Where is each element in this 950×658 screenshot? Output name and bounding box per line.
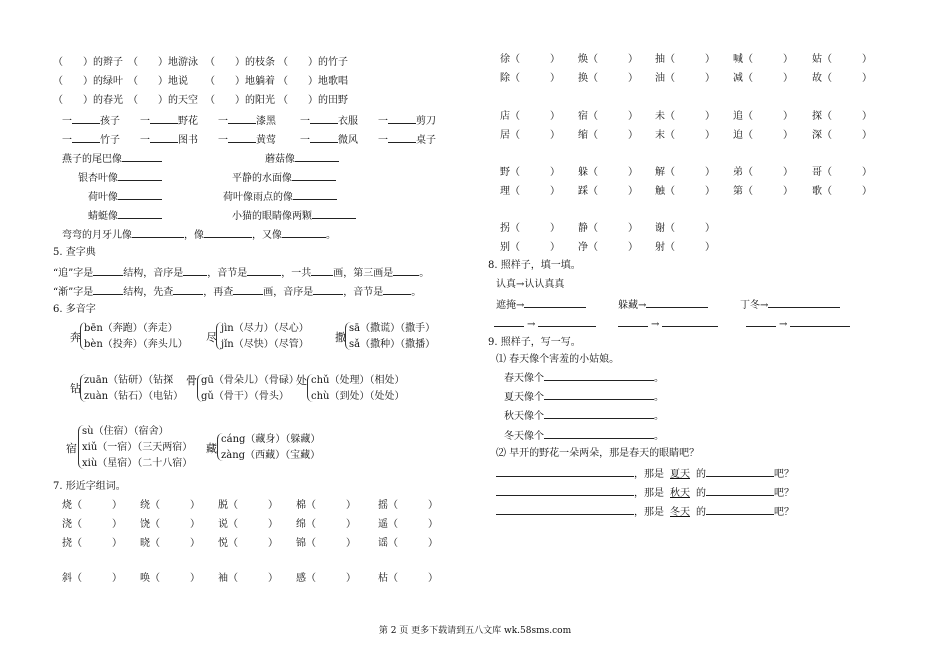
polyphone-char: 奔 bbox=[70, 331, 81, 344]
char-item: 未（ ） bbox=[655, 111, 715, 122]
blank-line[interactable] bbox=[662, 316, 718, 327]
measure-noun: 黄莺 bbox=[256, 135, 276, 146]
reading-line: jìn（尽力）（尽心） bbox=[221, 323, 309, 334]
polyphone-char: 骨 bbox=[186, 374, 197, 387]
char-item: 挠（ ） bbox=[62, 538, 122, 549]
measure-noun: 图书 bbox=[178, 135, 198, 146]
char-item: 袖（ ） bbox=[218, 573, 278, 584]
blank-line[interactable] bbox=[706, 466, 774, 477]
arrow-icon: → bbox=[527, 319, 536, 330]
blank-line[interactable] bbox=[706, 485, 774, 496]
char-item: 减（ ） bbox=[733, 73, 793, 84]
char-item: 棉（ ） bbox=[296, 500, 356, 511]
char-item: 饶（ ） bbox=[140, 519, 200, 530]
polyphone-char: 撒 bbox=[335, 331, 346, 344]
fill-item: （ ）的绿叶 bbox=[53, 76, 123, 87]
blank-line[interactable] bbox=[204, 227, 252, 238]
reading-line: sù（住宿）（宿舍） bbox=[82, 426, 169, 437]
reduplication-item: 遮掩→ bbox=[496, 297, 586, 313]
polyphone-char: 藏 bbox=[206, 442, 217, 455]
char-item: 追（ ） bbox=[733, 111, 793, 122]
char-item: 徐（ ） bbox=[500, 54, 560, 65]
char-item: 脱（ ） bbox=[218, 500, 278, 511]
blank-line[interactable] bbox=[646, 297, 708, 308]
blank-line[interactable] bbox=[132, 227, 184, 238]
blank-line[interactable] bbox=[383, 284, 411, 295]
blank-line[interactable] bbox=[173, 284, 203, 295]
char-item: 净（ ） bbox=[578, 242, 638, 253]
reading-line: chǔ（处理）（相处） bbox=[311, 375, 405, 386]
fill-item: （ ）的竹子 bbox=[278, 57, 348, 68]
char-item: 探（ ） bbox=[812, 111, 872, 122]
measure-noun: 竹子 bbox=[100, 135, 120, 146]
dict-line-1: “追”字是 结构，音序是 ，音节是 ，一共 画，第三画是 。 bbox=[53, 265, 429, 281]
char-item: 触（ ） bbox=[655, 186, 715, 197]
blank-line[interactable] bbox=[93, 265, 123, 276]
measure-word: 一 bbox=[378, 135, 388, 146]
char-item: 喊（ ） bbox=[733, 54, 793, 65]
char-item: 说（ ） bbox=[218, 519, 278, 530]
measure-word: 一 bbox=[378, 116, 388, 127]
section-5-title: 5. 查字典 bbox=[53, 247, 96, 258]
blank-line[interactable] bbox=[228, 132, 256, 143]
reading-line: zuàn（钻石）（电钻） bbox=[84, 391, 184, 402]
char-item: 枯（ ） bbox=[378, 573, 438, 584]
char-item: 锦（ ） bbox=[296, 538, 356, 549]
blank-line[interactable] bbox=[496, 504, 634, 515]
polyphone-char: 钻 bbox=[70, 382, 81, 395]
reading-line: xiǔ（一宿）（三天两宿） bbox=[82, 442, 193, 453]
fill-item: （ ）的天空 bbox=[128, 95, 198, 106]
char-item: 躲（ ） bbox=[578, 167, 638, 178]
measure-noun: 微风 bbox=[338, 135, 358, 146]
measure-noun: 野花 bbox=[178, 116, 198, 127]
section-7-title: 7. 形近字组词。 bbox=[53, 481, 126, 492]
measure-noun: 孩子 bbox=[100, 116, 120, 127]
blank-line[interactable] bbox=[706, 504, 774, 515]
like-item: 蘑菇像 bbox=[265, 151, 339, 167]
char-item: 理（ ） bbox=[500, 186, 560, 197]
char-item: 悦（ ） bbox=[218, 538, 278, 549]
like-item: 蜻蜓像 bbox=[88, 208, 162, 224]
measure-word: 一 bbox=[300, 116, 310, 127]
fill-item: （ ）地躺着 bbox=[205, 76, 275, 87]
blank-line[interactable] bbox=[118, 208, 162, 219]
reading-line: gū（骨朵儿）（骨碌） bbox=[201, 375, 299, 386]
char-item: 第（ ） bbox=[733, 186, 793, 197]
char-item: 故（ ） bbox=[812, 73, 872, 84]
like-item: 银杏叶像 bbox=[78, 170, 162, 186]
simile-line: 春天像个 。 bbox=[504, 370, 664, 386]
char-item: 油（ ） bbox=[655, 73, 715, 84]
measure-noun: 漆黑 bbox=[256, 116, 276, 127]
arrow-icon: → bbox=[651, 319, 660, 330]
blank-line[interactable] bbox=[228, 113, 256, 124]
simile-line: 冬天像个 。 bbox=[504, 428, 664, 444]
blank-line[interactable] bbox=[618, 316, 648, 327]
char-item: 末（ ） bbox=[655, 130, 715, 141]
eyes-line: ，那是 秋天 的 吧？ bbox=[496, 485, 794, 501]
char-item: 绕（ ） bbox=[140, 500, 200, 511]
char-item: 感（ ） bbox=[296, 573, 356, 584]
dict-line-2: “渐”字是 结构，先查 ，再查 画，音序是 ，音节是 。 bbox=[53, 284, 421, 300]
blank-line[interactable] bbox=[93, 284, 123, 295]
char-item: 换（ ） bbox=[578, 73, 638, 84]
char-item: 姑（ ） bbox=[812, 54, 872, 65]
blank-line[interactable] bbox=[544, 370, 654, 381]
char-item: 深（ ） bbox=[812, 130, 872, 141]
like-item: 燕子的尾巴像 bbox=[62, 151, 162, 167]
char-item: 宿（ ） bbox=[578, 111, 638, 122]
measure-word: 一 bbox=[62, 116, 72, 127]
fill-item: （ ）的枝条 bbox=[205, 57, 275, 68]
blank-line[interactable] bbox=[292, 170, 336, 181]
blank-line[interactable] bbox=[122, 151, 162, 162]
measure-word: 一 bbox=[140, 116, 150, 127]
fill-item: （ ）地游泳 bbox=[128, 57, 198, 68]
reading-line: sǎ（撒种）（撒播） bbox=[349, 339, 436, 350]
fill-item: （ ）地说 bbox=[128, 76, 188, 87]
question-1: ⑴ 春天像个害羞的小姑娘。 bbox=[496, 354, 620, 365]
measure-noun: 桌子 bbox=[416, 135, 436, 146]
moon-line: 弯弯的月牙儿像 ，像 ，又像 。 bbox=[62, 227, 336, 243]
blank-line[interactable] bbox=[150, 113, 178, 124]
char-item: 踩（ ） bbox=[578, 186, 638, 197]
blank-line[interactable] bbox=[790, 316, 850, 327]
char-item: 斜（ ） bbox=[62, 573, 122, 584]
like-item: 平静的水面像 bbox=[232, 170, 336, 186]
blank-line[interactable] bbox=[72, 113, 100, 124]
fill-item: （ ）的阳光 bbox=[205, 95, 275, 106]
blank-line[interactable] bbox=[72, 132, 100, 143]
blank-line[interactable] bbox=[233, 284, 263, 295]
blank-line[interactable] bbox=[118, 189, 162, 200]
polyphone-char: 宿 bbox=[66, 442, 77, 455]
blank-line[interactable] bbox=[768, 297, 840, 308]
char-item: 遥（ ） bbox=[378, 519, 438, 530]
reading-line: zàng（西藏）（宝藏） bbox=[221, 450, 321, 461]
char-item: 谣（ ） bbox=[378, 538, 438, 549]
simile-line: 夏天像个 。 bbox=[504, 389, 664, 405]
arrow-icon: → bbox=[779, 319, 788, 330]
char-item: 缩（ ） bbox=[578, 130, 638, 141]
measure-noun: 衣服 bbox=[338, 116, 358, 127]
reduplication-item: 丁冬→ bbox=[740, 297, 840, 313]
blank-line[interactable] bbox=[544, 428, 654, 439]
char-item: 静（ ） bbox=[578, 223, 638, 234]
reading-line: bèn（投奔）（奔头儿） bbox=[84, 339, 188, 350]
char-item: 野（ ） bbox=[500, 167, 560, 178]
char-item: 绵（ ） bbox=[296, 519, 356, 530]
char-item: 弟（ ） bbox=[733, 167, 793, 178]
char-item: 射（ ） bbox=[655, 242, 715, 253]
reading-line: sā（撒谎）（撒手） bbox=[349, 323, 436, 334]
char-item: 唤（ ） bbox=[140, 573, 200, 584]
blank-line[interactable] bbox=[313, 284, 343, 295]
char-item: 晓（ ） bbox=[140, 538, 200, 549]
eyes-line: ，那是 冬天 的 吧？ bbox=[496, 504, 794, 520]
polyphone-char: 尽 bbox=[206, 331, 217, 344]
reading-line: zuān（钻研）（钻探 bbox=[84, 375, 174, 386]
eyes-line: ，那是 夏天 的 吧？ bbox=[496, 466, 794, 482]
like-item: 小猫的眼睛像两颗 bbox=[232, 208, 356, 224]
char-item: 抽（ ） bbox=[655, 54, 715, 65]
section-8-example: 认真→认认真真 bbox=[496, 279, 565, 290]
reading-line: bēn（奔跑）（奔走） bbox=[84, 323, 178, 334]
blank-line[interactable] bbox=[311, 265, 333, 276]
char-item: 解（ ） bbox=[655, 167, 715, 178]
char-item: 摇（ ） bbox=[378, 500, 438, 511]
char-item: 别（ ） bbox=[500, 242, 560, 253]
blank-line[interactable] bbox=[746, 316, 776, 327]
reading-line: xiù（星宿）（二十八宿） bbox=[82, 458, 193, 469]
measure-word: 一 bbox=[62, 135, 72, 146]
reading-line: jǐn（尽快）（尽管） bbox=[221, 339, 309, 350]
blank-line[interactable] bbox=[393, 265, 419, 276]
char-item: 哥（ ） bbox=[812, 167, 872, 178]
blank-line[interactable] bbox=[496, 466, 634, 477]
blank-line[interactable] bbox=[544, 408, 654, 419]
measure-word: 一 bbox=[300, 135, 310, 146]
fill-item: （ ）的辫子 bbox=[53, 57, 123, 68]
blank-line[interactable] bbox=[496, 485, 634, 496]
char-item: 烧（ ） bbox=[62, 500, 122, 511]
blank-line[interactable] bbox=[388, 113, 416, 124]
question-2: ⑵ 早开的野花一朵两朵，那是春天的眼睛吧？ bbox=[496, 448, 700, 459]
blank-line[interactable] bbox=[312, 208, 356, 219]
fill-item: （ ）的春光 bbox=[53, 95, 123, 106]
section-9-title: 9. 照样子，写一写。 bbox=[488, 337, 581, 348]
measure-word: 一 bbox=[218, 116, 228, 127]
blank-line[interactable] bbox=[310, 113, 338, 124]
char-item: 焕（ ） bbox=[578, 54, 638, 65]
reduplication-item: 躲藏→ bbox=[618, 297, 708, 313]
measure-noun: 剪刀 bbox=[416, 116, 436, 127]
char-item: 拐（ ） bbox=[500, 223, 560, 234]
reduplication-row-2 bbox=[746, 316, 850, 332]
blank-line[interactable] bbox=[388, 132, 416, 143]
section-6-title: 6. 多音字 bbox=[53, 304, 96, 315]
measure-word: 一 bbox=[140, 135, 150, 146]
simile-line: 秋天像个 。 bbox=[504, 408, 664, 424]
blank-line[interactable] bbox=[118, 170, 162, 181]
page-footer: 第 2 页 更多下载请到五八文库 wk.58sms.com bbox=[378, 626, 572, 636]
blank-line[interactable] bbox=[295, 151, 339, 162]
char-item: 迫（ ） bbox=[733, 130, 793, 141]
blank-line[interactable] bbox=[494, 316, 524, 327]
blank-line[interactable] bbox=[544, 389, 654, 400]
char-item: 除（ ） bbox=[500, 73, 560, 84]
blank-line[interactable] bbox=[183, 265, 207, 276]
reading-line: gǔ（骨干）（骨头） bbox=[201, 391, 289, 402]
char-item: 居（ ） bbox=[500, 130, 560, 141]
blank-line[interactable] bbox=[247, 265, 281, 276]
like-item: 荷叶像雨点的像 bbox=[223, 189, 337, 205]
polyphone-char: 处 bbox=[296, 374, 307, 387]
char-item: 浇（ ） bbox=[62, 519, 122, 530]
blank-line[interactable] bbox=[282, 227, 326, 238]
char-item: 歌（ ） bbox=[812, 186, 872, 197]
like-item: 荷叶像 bbox=[88, 189, 162, 205]
fill-item: （ ）的田野 bbox=[278, 95, 348, 106]
measure-word: 一 bbox=[218, 135, 228, 146]
reduplication-row-2 bbox=[494, 316, 596, 332]
reading-line: cáng（藏身）（躲藏） bbox=[221, 434, 321, 445]
reading-line: chù（到处）（处处） bbox=[311, 391, 405, 402]
char-item: 谢（ ） bbox=[655, 223, 715, 234]
char-item: 店（ ） bbox=[500, 111, 560, 122]
section-8-title: 8. 照样子，填一填。 bbox=[488, 260, 581, 271]
blank-line[interactable] bbox=[310, 132, 338, 143]
reduplication-row-2 bbox=[618, 316, 718, 332]
blank-line[interactable] bbox=[150, 132, 178, 143]
fill-item: （ ）地歌唱 bbox=[278, 76, 348, 87]
blank-line[interactable] bbox=[293, 189, 337, 200]
blank-line[interactable] bbox=[538, 316, 596, 327]
blank-line[interactable] bbox=[524, 297, 586, 308]
